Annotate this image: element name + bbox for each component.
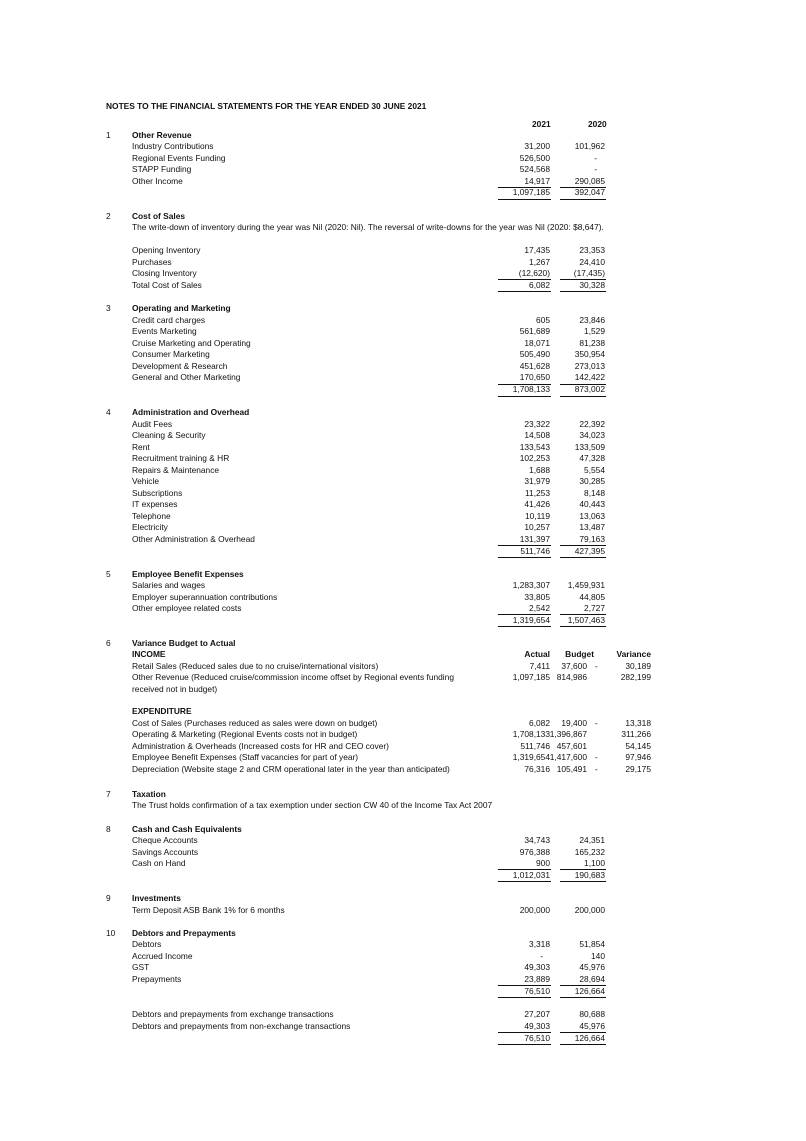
table-row	[0, 534, 806, 546]
value-2020: 47,328	[579, 453, 605, 463]
expenditure-heading: EXPENDITURE	[132, 706, 192, 716]
note-heading: Operating and Marketing	[132, 303, 231, 313]
table-row	[0, 372, 806, 384]
actual-value: 511,746	[520, 741, 550, 751]
total-row	[0, 546, 806, 558]
variance-value: 29,175	[625, 764, 651, 774]
column-2021-header: 2021	[532, 119, 551, 129]
total-row	[0, 870, 806, 882]
value-2021: 31,200	[524, 141, 550, 151]
value-2020: 165,232	[574, 847, 605, 857]
total-row	[0, 615, 806, 627]
value-2021: 31,979	[524, 476, 550, 486]
value-2021: 133,543	[519, 442, 550, 452]
table-row	[0, 951, 806, 963]
income-heading: INCOME	[132, 649, 166, 659]
variance-value: 54,145	[625, 741, 651, 751]
underline	[560, 396, 606, 397]
value-2021: 451,628	[519, 361, 550, 371]
total-row	[0, 187, 806, 199]
actual-value: 7,411	[529, 661, 550, 671]
value-2021: 561,689	[519, 326, 550, 336]
total-row	[0, 280, 806, 292]
table-row	[0, 974, 806, 986]
note-number: 10	[106, 928, 116, 938]
total-2021: 76,510	[524, 1033, 550, 1043]
budget-value: 1,417,600	[549, 752, 587, 762]
row-label: Credit card charges	[132, 315, 206, 325]
note-heading: Variance Budget to Actual	[132, 638, 236, 648]
table-row	[0, 835, 806, 847]
row-label: Regional Events Funding	[132, 153, 226, 163]
value-2021: 900	[536, 858, 550, 868]
value-2021: 1,688	[529, 465, 550, 475]
table-row	[0, 488, 806, 500]
variance-value: 30,189	[625, 661, 651, 671]
underline	[498, 557, 551, 558]
value-2020: 45,976	[579, 962, 605, 972]
underline	[560, 199, 606, 200]
table-row	[0, 349, 806, 361]
total-row	[0, 986, 806, 998]
value-2020: 1,100	[584, 858, 605, 868]
budget-value: 19,400	[561, 718, 587, 728]
table-row	[0, 164, 806, 176]
table-row	[0, 511, 806, 523]
note-10-heading-row	[0, 928, 806, 940]
value-2020: 133,509	[574, 442, 605, 452]
value-2020: 45,976	[579, 1021, 605, 1031]
table-row	[0, 580, 806, 592]
table-row	[0, 268, 806, 280]
row-label: Debtors and prepayments from exchange transactions	[132, 1009, 334, 1019]
value-2021: 33,805	[524, 592, 550, 602]
value-2020: 2,727	[584, 603, 605, 613]
table-row	[0, 176, 806, 188]
value-2021: 526,500	[519, 153, 550, 163]
row-label: Savings Accounts	[132, 847, 199, 857]
column-2020-header: 2020	[588, 119, 607, 129]
note-text-row	[0, 222, 806, 234]
table-row	[0, 592, 806, 604]
row-label: Accrued Income	[132, 951, 193, 961]
variance-row	[0, 661, 806, 673]
note-text: The Trust holds confirmation of a tax exemption under section CW 40 of the Income Tax Act 2007	[132, 800, 493, 810]
row-label: Opening Inventory	[132, 245, 201, 255]
table-row	[0, 430, 806, 442]
value-2021: 11,253	[525, 488, 550, 498]
underline	[498, 291, 551, 292]
row-label: Cost of Sales (Purchases reduced as sales were down on budget)	[132, 718, 378, 728]
underline	[498, 199, 551, 200]
variance-row	[0, 741, 806, 753]
row-label: Vehicle	[132, 476, 160, 486]
table-row	[0, 465, 806, 477]
row-label: Industry Contributions	[132, 141, 214, 151]
note-3-heading-row	[0, 303, 806, 315]
actual-value: 1,319,654	[512, 752, 550, 762]
row-label: Electricity	[132, 522, 168, 532]
underline	[560, 557, 606, 558]
value-2021: 14,917	[524, 176, 550, 186]
row-label: Total Cost of Sales	[132, 280, 202, 290]
row-label: Cruise Marketing and Operating	[132, 338, 251, 348]
value-2020: 142,422	[574, 372, 605, 382]
note-number: 8	[106, 824, 111, 834]
note-heading: Cash and Cash Equivalents	[132, 824, 242, 834]
note-heading: Other Revenue	[132, 130, 192, 140]
note-number: 5	[106, 569, 111, 579]
value-2021: 2,542	[529, 603, 550, 613]
row-label: Employee Benefit Expenses (Staff vacancies for part of year)	[132, 752, 359, 762]
table-row	[0, 315, 806, 327]
value-2021: (12,620)	[518, 268, 550, 278]
value-2020: 5,554	[584, 465, 605, 475]
row-label: Other Revenue (Reduced cruise/commission income offset by Regional events funding	[132, 672, 454, 682]
value-2021: 505,490	[519, 349, 550, 359]
note-number: 2	[106, 211, 111, 221]
value-2021: 27,207	[524, 1009, 550, 1019]
table-row	[0, 499, 806, 511]
value-2021: 10,257	[524, 522, 550, 532]
note-number: 6	[106, 638, 111, 648]
value-2020: 24,351	[579, 835, 605, 845]
value-2021: 131,397	[519, 534, 550, 544]
row-label: Retail Sales (Reduced sales due to no cruise/international visitors)	[132, 661, 379, 671]
expenditure-header-row	[0, 706, 806, 718]
underline	[560, 291, 606, 292]
row-label: Other Income	[132, 176, 183, 186]
value-2021: -	[540, 951, 543, 961]
table-row	[0, 141, 806, 153]
variance-row-continuation	[0, 684, 806, 696]
underline	[498, 1044, 551, 1045]
value-2020: 101,962	[574, 141, 605, 151]
underline	[498, 626, 551, 627]
row-label: Cheque Accounts	[132, 835, 198, 845]
value-2020: 30,285	[579, 476, 605, 486]
total-2021: 1,708,133	[512, 384, 550, 394]
row-label: Events Marketing	[132, 326, 197, 336]
note-heading: Employee Benefit Expenses	[132, 569, 244, 579]
total-2020: 190,683	[574, 870, 605, 880]
row-label: Recruitment training & HR	[132, 453, 230, 463]
actual-value: 1,097,185	[512, 672, 550, 682]
row-label: Term Deposit ASB Bank 1% for 6 months	[132, 905, 285, 915]
value-2020: 273,013	[574, 361, 605, 371]
table-row	[0, 338, 806, 350]
underline	[560, 1044, 606, 1045]
row-label: Depreciation (Website stage 2 and CRM operational later in the year than anticipated)	[132, 764, 450, 774]
value-2021: 49,303	[524, 1021, 550, 1031]
note-number: 7	[106, 789, 111, 799]
value-2021: 1,267	[529, 257, 550, 267]
note-heading: Debtors and Prepayments	[132, 928, 236, 938]
variance-row	[0, 752, 806, 764]
variance-sign: -	[595, 752, 598, 762]
value-2020: -	[594, 164, 597, 174]
row-label: Cleaning & Security	[132, 430, 206, 440]
table-row	[0, 1009, 806, 1021]
row-label: Employer superannuation contributions	[132, 592, 278, 602]
value-2021: 14,508	[524, 430, 550, 440]
underline	[498, 396, 551, 397]
total-2020: 427,395	[574, 546, 605, 556]
budget-column-header: Budget	[565, 649, 594, 659]
table-row	[0, 858, 806, 870]
value-2020: 200,000	[574, 905, 605, 915]
row-label: Closing Inventory	[132, 268, 197, 278]
note-9-heading-row	[0, 893, 806, 905]
variance-value: 311,266	[621, 729, 651, 739]
note-heading: Administration and Overhead	[132, 407, 250, 417]
value-2020: 1,529	[584, 326, 605, 336]
variance-column-header: Variance	[616, 649, 651, 659]
row-label: Other employee related costs	[132, 603, 242, 613]
variance-sign: -	[595, 764, 598, 774]
underline	[560, 997, 606, 998]
value-2020: 22,392	[579, 419, 605, 429]
variance-value: 282,199	[620, 672, 651, 682]
table-row	[0, 245, 806, 257]
note-8-heading-row	[0, 824, 806, 836]
budget-value: 814,986	[556, 672, 587, 682]
note-2-heading-row	[0, 211, 806, 223]
actual-value: 1,708,133	[512, 729, 550, 739]
variance-row	[0, 729, 806, 741]
row-label: STAPP Funding	[132, 164, 192, 174]
total-2020: 126,664	[574, 1033, 605, 1043]
budget-value: 1,396,867	[549, 729, 587, 739]
row-label: Purchases	[132, 257, 172, 267]
note-heading: Investments	[132, 893, 181, 903]
value-2021: 41,426	[524, 499, 550, 509]
note-heading: Cost of Sales	[132, 211, 186, 221]
value-2020: -	[594, 153, 597, 163]
table-row	[0, 522, 806, 534]
value-2021: 170,650	[519, 372, 550, 382]
variance-row	[0, 718, 806, 730]
row-label: Consumer Marketing	[132, 349, 210, 359]
note-number: 9	[106, 893, 111, 903]
table-row	[0, 153, 806, 165]
total-2020: 392,047	[574, 187, 605, 197]
row-label: GST	[132, 962, 150, 972]
note-text-row	[0, 800, 806, 812]
table-row	[0, 603, 806, 615]
table-row	[0, 905, 806, 917]
value-2021: 605	[536, 315, 550, 325]
variance-value: 97,946	[625, 752, 651, 762]
total-2021: 1,319,654	[512, 615, 550, 625]
row-label: Repairs & Maintenance	[132, 465, 220, 475]
value-2020: 140	[591, 951, 605, 961]
table-row	[0, 939, 806, 951]
value-2021: 18,071	[524, 338, 550, 348]
row-label: Salaries and wages	[132, 580, 206, 590]
value-2020: 40,443	[579, 499, 605, 509]
value-2021: 102,253	[519, 453, 550, 463]
value-2020: 13,487	[579, 522, 605, 532]
note-5-heading-row	[0, 569, 806, 581]
value-2021: 200,000	[519, 905, 550, 915]
row-label: Subscriptions	[132, 488, 183, 498]
total-2021: 511,746	[520, 546, 550, 556]
value-2021: 524,568	[519, 164, 550, 174]
value-2020: 34,023	[579, 430, 605, 440]
underline	[560, 881, 606, 882]
row-label: Debtors	[132, 939, 162, 949]
variance-sign: -	[595, 661, 598, 671]
value-2020: 79,163	[579, 534, 605, 544]
note-1-heading-row	[0, 130, 806, 142]
value-2020: 290,085	[574, 176, 605, 186]
note-text: The write-down of inventory during the year was Nil (2020: Nil). The reversal of write-downs for the year was Nil (2020: $8,647).	[132, 222, 604, 232]
value-2020: (17,435)	[573, 268, 605, 278]
table-row	[0, 476, 806, 488]
value-2020: 28,694	[579, 974, 605, 984]
actual-value: 6,082	[529, 718, 550, 728]
total-row	[0, 384, 806, 396]
row-label: Administration & Overheads (Increased costs for HR and CEO cover)	[132, 741, 389, 751]
table-row	[0, 962, 806, 974]
variance-value: 13,318	[625, 718, 651, 728]
note-4-heading-row	[0, 407, 806, 419]
value-2021: 976,388	[519, 847, 550, 857]
value-2021: 3,318	[529, 939, 550, 949]
value-2020: 8,148	[584, 488, 605, 498]
total-2021: 1,012,031	[512, 870, 550, 880]
note-heading: Taxation	[132, 789, 166, 799]
value-2020: 13,063	[579, 511, 605, 521]
value-2020: 350,954	[574, 349, 605, 359]
variance-row	[0, 672, 806, 684]
budget-value: 105,491	[556, 764, 587, 774]
table-row	[0, 847, 806, 859]
row-label: Other Administration & Overhead	[132, 534, 255, 544]
value-2021: 23,889	[524, 974, 550, 984]
budget-value: 37,600	[561, 661, 587, 671]
row-label: Development & Research	[132, 361, 228, 371]
total-2020: 873,002	[574, 384, 605, 394]
table-row	[0, 453, 806, 465]
value-2020: 44,805	[579, 592, 605, 602]
note-number: 1	[106, 130, 111, 140]
table-row	[0, 326, 806, 338]
value-2020: 23,353	[579, 245, 605, 255]
value-2021: 10,119	[525, 511, 550, 521]
row-label: Debtors and prepayments from non-exchange transactions	[132, 1021, 351, 1031]
value-2020: 81,238	[579, 338, 605, 348]
value-2020: 23,846	[579, 315, 605, 325]
row-label: Telephone	[132, 511, 171, 521]
value-2020: 1,459,931	[567, 580, 605, 590]
table-row	[0, 442, 806, 454]
value-2020: 30,328	[579, 280, 605, 290]
note-6-heading-row	[0, 638, 806, 650]
row-label: IT expenses	[132, 499, 178, 509]
underline	[560, 626, 606, 627]
value-2021: 6,082	[529, 280, 550, 290]
income-header-row	[0, 649, 806, 661]
underline	[498, 881, 551, 882]
total-2021: 1,097,185	[512, 187, 550, 197]
row-label: Prepayments	[132, 974, 182, 984]
row-label: Rent	[132, 442, 150, 452]
value-2021: 1,283,307	[512, 580, 550, 590]
actual-value: 76,316	[524, 764, 550, 774]
value-2021: 49,303	[524, 962, 550, 972]
total-2020: 126,664	[574, 986, 605, 996]
total-2021: 76,510	[524, 986, 550, 996]
row-label: General and Other Marketing	[132, 372, 241, 382]
row-label: Audit Fees	[132, 419, 173, 429]
table-row	[0, 1021, 806, 1033]
note-number: 3	[106, 303, 111, 313]
row-label: Cash on Hand	[132, 858, 186, 868]
variance-sign: -	[595, 718, 598, 728]
value-2020: 24,410	[579, 257, 605, 267]
page-title: NOTES TO THE FINANCIAL STATEMENTS FOR THE YEAR ENDED 30 JUNE 2021	[106, 101, 427, 111]
total-row	[0, 1033, 806, 1045]
underline	[498, 997, 551, 998]
table-row	[0, 419, 806, 431]
variance-row	[0, 764, 806, 776]
value-2020: 80,688	[579, 1009, 605, 1019]
row-label-continued: received not in budget)	[132, 684, 218, 694]
budget-value: 457,601	[556, 741, 587, 751]
total-2020: 1,507,463	[567, 615, 605, 625]
value-2021: 17,435	[524, 245, 550, 255]
value-2021: 34,743	[524, 835, 550, 845]
note-number: 4	[106, 407, 111, 417]
table-row	[0, 257, 806, 269]
row-label: Operating & Marketing (Regional Events costs not in budget)	[132, 729, 358, 739]
actual-column-header: Actual	[524, 649, 550, 659]
note-7-heading-row	[0, 789, 806, 801]
value-2021: 23,322	[524, 419, 550, 429]
table-row	[0, 361, 806, 373]
value-2020: 51,854	[579, 939, 605, 949]
